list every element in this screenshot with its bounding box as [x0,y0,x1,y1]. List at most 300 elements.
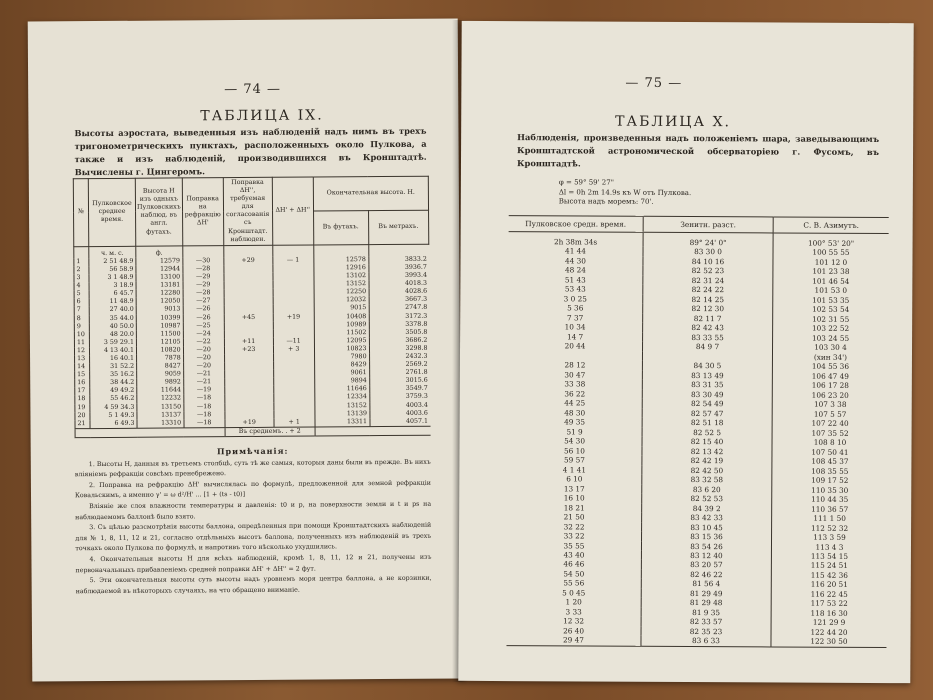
final-feet-cell: 13139 [315,410,370,418]
final-feet-cell: 12334 [314,394,369,402]
refraction-cell: —26 [183,314,224,322]
zenith-cell: 82 14 25 [643,295,773,305]
sum-cell [273,370,314,378]
time-cell: 3 59 29.1 [89,339,136,347]
refraction-cell: —28 [183,289,224,297]
time-cell: 54 30 [564,436,585,446]
final-meters-cell: 2569.2 [369,361,430,370]
final-feet-cell: 13152 [314,280,369,288]
time-cell: 3 33 [565,607,582,617]
feet-unit: ф. [136,246,183,258]
zenith-cell: 83 20 57 [641,560,771,570]
time-cell: 48 24 [564,265,586,275]
final-meters-cell: 3172.3 [369,312,430,321]
final-meters-cell: 4003.4 [369,401,430,410]
time-cell: 48 20.0 [89,330,136,338]
height-cell: 12050 [136,298,183,306]
time-cell: 46 46 [563,559,585,569]
azimuth-cell: 116 22 45 [771,589,887,599]
zenith-cell: 84 39 2 [642,503,772,513]
zenith-cell: 83 54 26 [641,541,771,551]
height-cell: 13310 [137,419,184,428]
time-cell: 7 37 [567,313,584,323]
zenith-cell: 83 6 33 [641,636,771,647]
kronstadt-cell: +29 [224,257,273,265]
table-caption: Наблюденія, произведенныя надъ положеніемъ шара, заведывающимъ Кронштадтской астрономической обсерваторіею г. Фусомъ, въ Кронштадтѣ. [516,132,880,169]
kronstadt-cell: +19 [225,419,274,428]
refraction-cell: —18 [184,411,225,419]
final-feet-cell: 13311 [315,418,370,427]
time-units: ч. м. с. [89,246,136,258]
time-cell: 28 12 [564,360,586,370]
zenith-cell: 83 31 35 [642,380,772,390]
sum-cell [273,273,314,281]
azimuth-cell: 107 35 52 [772,428,888,438]
time-cell: 13 17 [563,483,585,494]
time-cell: 49 49.2 [90,387,137,395]
time-cell: 43 40 [563,550,585,560]
height-cell: 11644 [137,387,184,395]
azimuth-cell: 116 20 51 [771,580,887,590]
row-number: 1 [74,258,89,266]
azimuth-cell: 101 53 0 [773,286,889,296]
sum-cell [273,281,314,289]
row-number: 12 [74,347,89,355]
sum-cell: + 1 [274,418,315,427]
time-cell: 21 50 [563,512,585,522]
sum-cell [273,289,314,297]
row-number: 7 [74,306,89,314]
sum-cell [273,394,314,402]
zenith-cell: 89° 24' 0" [643,232,773,248]
zenith-cell: 82 54 49 [642,399,772,409]
final-feet-cell: 12916 [314,264,369,272]
final-meters-cell: 3667.3 [369,296,430,305]
time-cell: 6 10 [566,474,583,484]
row-number: 4 [74,282,89,290]
final-feet-cell: 12578 [314,256,369,264]
azimuth-cell: 113 3 59 [772,532,888,542]
time-cell: 41 44 [565,246,586,256]
sum-cell: + 3 [273,345,314,353]
azimuth-cell: 115 42 36 [771,570,887,580]
zenith-cell: 83 13 49 [642,371,772,381]
final-meters-cell: 3686.2 [369,336,430,345]
average-label: Въ среднемъ. . + 2 [225,427,315,437]
row-number: 19 [75,404,90,412]
final-meters-cell: 4018.3 [369,280,430,289]
altitude-table [73,176,431,438]
final-meters-cell: 3015.6 [369,377,430,386]
time-cell: 35 55 [563,540,585,550]
final-feet-cell: 12250 [314,288,369,296]
time-cell: 38 44.2 [90,379,137,387]
azimuth-cell: 101 23 38 [773,267,889,277]
final-meters-cell: 2747.8 [369,304,430,313]
azimuth-cell: 107 22 40 [772,419,888,429]
azimuth-cell: 108 45 37 [772,457,888,467]
zenith-cell: 82 24 22 [643,285,773,295]
azimuth-cell: 112 52 32 [772,523,888,533]
zenith-cell: 81 29 48 [641,598,771,608]
time-cell: 4 1 41 [562,464,587,475]
zenith-cell: 82 51 18 [642,418,772,428]
table-row [508,417,888,428]
kronstadt-cell: +11 [224,338,273,346]
zenith-cell: 84 30 5 [642,361,772,371]
row-number: 17 [75,387,90,395]
col-zenith: Зенитн. разст. [643,216,773,233]
height-cell: 12280 [136,290,183,298]
zenith-cell: 83 32 58 [642,475,772,485]
final-meters-cell: 4028.6 [369,288,430,297]
height-cell: 13100 [136,273,183,281]
cell [313,244,368,256]
refraction-cell: —20 [183,354,224,362]
time-cell: 40 50.0 [89,322,136,330]
zenith-cell: 82 52 53 [642,494,772,504]
sum-cell: —11 [273,337,314,345]
zenith-cell: 83 12 40 [641,551,771,561]
refraction-cell: —20 [183,346,224,354]
cell [223,245,272,257]
col-num: № [73,179,88,247]
time-cell: 44 30 [564,256,586,266]
note-item: 2. Поправка на рефракцію ΔН' вычислялась по формулѣ, предложенной для земной рефракціи Ковальскимъ, а именно γ' = ω d²/H' ... [1 + (ts - t0)] [74,479,431,500]
col-refraction: Поправка на рефракцію ΔН' [182,178,223,246]
sum-cell [273,353,314,361]
final-meters-cell: 3936.7 [368,264,429,273]
height-cell: 8427 [137,362,184,370]
row-number: 21 [75,420,90,429]
azimuth-cell: 100 55 55 [773,248,889,258]
latitude-line: φ = 59° 59' 27" [558,178,614,187]
col-azimuth: С. В. Азимутъ. [773,217,889,234]
final-meters-cell: 3993.4 [368,272,429,281]
azimuth-cell: 117 53 22 [771,599,887,609]
time-cell: 33 22 [563,531,585,541]
notes-heading: Примѣчанія: [216,445,289,457]
final-feet-cell: 7980 [314,353,369,361]
zenith-cell: 83 33 55 [643,333,773,343]
final-feet-cell: 9015 [314,305,369,313]
zenith-cell: 82 52 5 [642,427,772,437]
zenith-cell: 81 9 35 [641,608,771,618]
cell [272,245,313,257]
refraction-cell: —18 [183,395,224,403]
time-cell: 55 56 [563,578,585,588]
col-kronstadt: Поправка ΔН'', требуемая для согласованія съ Кронштадт. наблюден. [223,177,272,245]
height-cell: 13181 [136,282,183,290]
final-feet-cell: 12032 [314,296,369,304]
time-cell: 18 21 [563,502,585,513]
time-cell: 30 47 [564,370,586,380]
time-cell: 35 16.2 [90,371,137,379]
time-cell: 44 25 [564,398,586,408]
refraction-cell: —18 [184,403,225,411]
zenith-cell: 83 15 36 [642,532,772,542]
refraction-cell: —19 [183,386,224,394]
time-cell: 33 38 [564,379,586,389]
azimuth-cell: 108 8 10 [772,438,888,448]
height-cell: 12232 [137,395,184,403]
height-cell: 9013 [136,306,183,314]
zenith-cell: 81 56 4 [641,579,771,589]
left-page [28,19,463,682]
row-number: 14 [75,363,90,371]
sum-cell [273,362,314,370]
table-row [506,635,886,647]
note-item: 5. Эти окончательныя высоты суть высоты надъ уровнемъ моря центра баллона, а не корзинки, наблюдаемой въ нѣкоторыхъ случаяхъ, на что обращено вниманіе. [75,574,432,595]
time-cell: 5 0 45 [562,588,586,598]
zenith-cell: 84 10 16 [643,257,773,267]
height-cell: 9892 [137,379,184,387]
refraction-cell: —29 [183,281,224,289]
time-cell: 54 50 [563,569,585,579]
time-cell: 6 45.7 [89,290,136,298]
final-meters-cell: 4057.1 [369,417,430,426]
time-cell: 16 10 [563,493,585,503]
azimuth-cell: 122 30 50 [771,637,887,648]
final-meters-cell: 3759.3 [369,393,430,402]
row-number: 9 [74,323,89,331]
refraction-cell: —25 [183,322,224,330]
page-number: — 75 — [625,75,683,91]
azimuth-cell: 106 23 20 [772,390,888,400]
azimuth-cell: 115 24 51 [771,561,887,571]
table-title: ТАБЛИЦА X. [615,113,732,131]
zenith-cell: 83 30 0 [643,247,773,257]
refraction-cell: —18 [184,419,225,428]
height-cell: 10399 [136,314,183,322]
zenith-cell: 82 33 57 [641,617,771,627]
time-cell: 32 22 [563,521,585,532]
row-number: 16 [75,379,90,387]
cell [74,246,89,258]
final-meters-cell: 3378.8 [369,320,430,329]
sum-cell [273,386,314,394]
azimuth-cell: (хин 34') [772,352,888,362]
final-meters-cell: 2761.8 [369,369,430,378]
final-feet-cell: 13152 [315,402,370,410]
time-cell: 36 22 [564,389,586,399]
zenith-cell: 82 12 30 [643,304,773,314]
cell [315,426,430,436]
time-cell: 1 20 [565,597,582,607]
notes-block [75,445,432,598]
azimuth-cell: 122 44 20 [771,627,887,637]
row-number: 20 [75,412,90,420]
time-cell: 51 9 [566,427,583,437]
refraction-cell: —28 [183,265,224,273]
row-number: 3 [74,274,89,282]
height-cell: 12579 [136,257,183,265]
final-meters-cell: 4003.6 [369,409,430,418]
final-feet-cell: 10989 [314,321,369,329]
height-cell: 9059 [137,371,184,379]
time-cell: 3 1 48.9 [89,274,136,282]
height-cell: 13150 [137,403,184,411]
azimuth-cell: 100° 53' 20" [773,233,889,249]
azimuth-cell: 101 46 54 [773,276,889,286]
sum-cell [273,321,314,329]
col-sum: ΔН' + ΔН'' [272,177,313,245]
time-cell: 20 44 [564,341,586,351]
time-cell: 2 51 48.9 [89,258,136,266]
time-cell: 3 18.9 [89,282,136,290]
sum-cell [273,264,314,272]
time-cell: 10 34 [564,322,586,332]
refraction-cell: —24 [183,330,224,338]
station-params [559,178,692,207]
row-number: 13 [75,355,90,363]
final-meters-cell: 3298.8 [369,345,430,354]
time-cell: 12 32 [563,616,585,626]
refraction-cell: —26 [183,306,224,314]
col-meters: Въ метрахъ. [368,210,429,244]
final-meters-cell: 3549.7 [369,385,430,394]
zenith-cell: 82 42 19 [642,456,772,466]
height-cell: 10987 [136,322,183,330]
height-cell: 12944 [136,265,183,273]
zenith-cell: 83 30 49 [642,390,772,400]
time-cell: 35 44.0 [89,314,136,322]
col-height: Высота Н изъ одныхъ Пулковскихъ наблюд. въ англ. футахъ. [135,178,182,246]
sum-cell [273,305,314,313]
time-cell: 11 48.9 [89,298,136,306]
col-time: Пулковское средн. время. [509,216,644,233]
row-number: 11 [74,339,89,347]
azimuth-cell: 106 47 49 [772,371,888,381]
azimuth-cell: 118 16 30 [771,608,887,618]
time-cell: 6 49.3 [90,419,137,428]
sum-cell [273,378,314,386]
final-meters-cell: 3833.2 [368,256,429,265]
row-number: 8 [74,315,89,323]
refraction-cell: —30 [183,257,224,265]
azimuth-cell: 102 31 55 [773,314,889,324]
time-cell: 55 46.2 [90,395,137,403]
time-cell: 5 36 [567,303,584,313]
zenith-cell: 82 31 24 [643,276,773,286]
time-cell: 16 40.1 [90,355,137,363]
zenith-cell: 82 42 50 [642,465,772,475]
azimuth-cell: 110 44 35 [772,495,888,505]
time-cell: 48 30 [564,408,586,418]
zenith-cell: 82 42 43 [643,323,773,333]
azimuth-cell: 101 53 35 [773,295,889,305]
col-final: Окончательная высота. Н. [313,176,429,211]
time-cell: 56 10 [564,446,585,456]
zenith-cell: 83 10 45 [642,522,772,532]
final-feet-cell: 12095 [314,337,369,345]
row-number: 2 [74,266,89,274]
azimuth-cell: 113 54 15 [771,551,887,561]
elevation-line: Высота надъ моремъ: 70'. [558,197,654,206]
time-cell: 2h 38m 34s [553,237,598,247]
time-cell: 31 52.2 [90,363,137,371]
time-cell: 14 7 [566,332,584,342]
sum-cell [273,329,314,337]
zenith-cell: 83 42 33 [642,513,772,523]
time-cell: 29 47 [563,635,584,645]
sum-cell [274,402,315,410]
zenith-cell: 82 11 7 [643,314,773,324]
azimuth-cell: 121 29 9 [771,618,887,628]
kronstadt-cell: +45 [224,313,273,321]
refraction-cell: —29 [183,273,224,281]
note-item: 3. Съ цѣлью разсмотрѣнія высоты баллона, опредѣленныя при помощи Кронштадтскихъ наблюденій для № 1, 8, 11, 12 и 21, согласно отдѣльныхъ высотъ баллона, полученныхъ изъ наблюденій въ трехъ точкахъ около Пулкова по формулѣ, и напротивъ того нѣсколько ухудшились. [75,521,432,553]
final-feet-cell: 9894 [314,377,369,385]
table-title: ТАБЛИЦА IX. [200,107,324,125]
note-item: 1. Высоты Н, данныя въ третьемъ столбцѣ, суть тѣ же самыя, которыя даны были въ прежде. Въ нихъ вліяніемъ рефракціи совсѣмъ пренебрежено. [74,458,431,479]
time-cell: 3 0 25 [563,294,587,304]
final-meters-cell: 3505.8 [369,328,430,337]
azimuth-cell: 103 22 52 [773,324,889,334]
kronstadt-cell: +23 [224,346,273,354]
note-item: 4. Окончательныя высоты Н для всѣхъ наблюденій, кромѣ 1, 8, 11, 12 и 21, получены изъ первоначальныхъ прибавленіемъ средней поправки ΔН' + ΔН'' = 2 фут. [75,553,432,574]
height-cell: 13137 [137,411,184,419]
sum-cell: +19 [273,313,314,321]
height-cell: 12105 [136,338,183,346]
time-cell: 4 13 40.1 [89,347,136,355]
refraction-cell: —21 [183,378,224,386]
azimuth-cell: 103 24 55 [773,333,889,343]
table-row [508,341,888,352]
zenith-cell: 82 52 23 [643,266,773,276]
col-time: Пулковское среднее время. [88,178,135,246]
azimuth-cell: 107 5 57 [772,409,888,419]
zenith-cell: 83 6 20 [642,484,772,494]
zenith-cell: 82 15 40 [642,437,772,447]
azimuth-cell: 101 12 0 [773,257,889,267]
cell [75,427,225,437]
time-cell: 51 43 [564,275,586,285]
note-item: Вліяніе же слоя влажности температуры и давленія: t0 и p, на поверхности земли и t и ps на наблюдаемомъ баллонѣ было взято. [75,500,432,521]
final-feet-cell: 8429 [314,361,369,369]
time-cell: 5 1 49.3 [90,411,137,419]
time-cell: 49 35 [564,417,586,427]
zenith-cell: 84 9 7 [643,342,773,352]
azimuth-cell: 108 35 55 [772,466,888,476]
height-cell: 7878 [137,354,184,362]
row-number: 5 [74,290,89,298]
final-feet-cell: 10823 [314,345,369,353]
height-cell: 11500 [136,330,183,338]
sum-cell [274,410,315,418]
time-cell: 53 43 [564,284,586,294]
time-cell: 56 58.9 [89,266,136,274]
longitude-line: Δl = 0h 2m 14.9s къ W отъ Пулкова. [558,187,692,197]
azimuth-cell: 107 50 41 [772,447,888,457]
final-feet-cell: 11502 [314,329,369,337]
cell [182,245,223,257]
time-cell: 26 40 [563,626,584,636]
final-feet-cell: 13102 [314,272,369,280]
zenith-cell: 82 57 47 [642,408,772,418]
cell [368,244,429,256]
zenith-cell: 82 13 42 [642,446,772,456]
azimuth-cell: 102 53 54 [773,305,889,315]
zenith-cell: 82 46 22 [641,570,771,580]
final-feet-cell: 9061 [314,369,369,377]
row-number: 18 [75,396,90,404]
azimuth-cell: 110 36 57 [772,504,888,514]
refraction-cell: —22 [183,338,224,346]
right-page [458,21,913,683]
refraction-cell: —27 [183,297,224,305]
row-number: 6 [74,298,89,306]
